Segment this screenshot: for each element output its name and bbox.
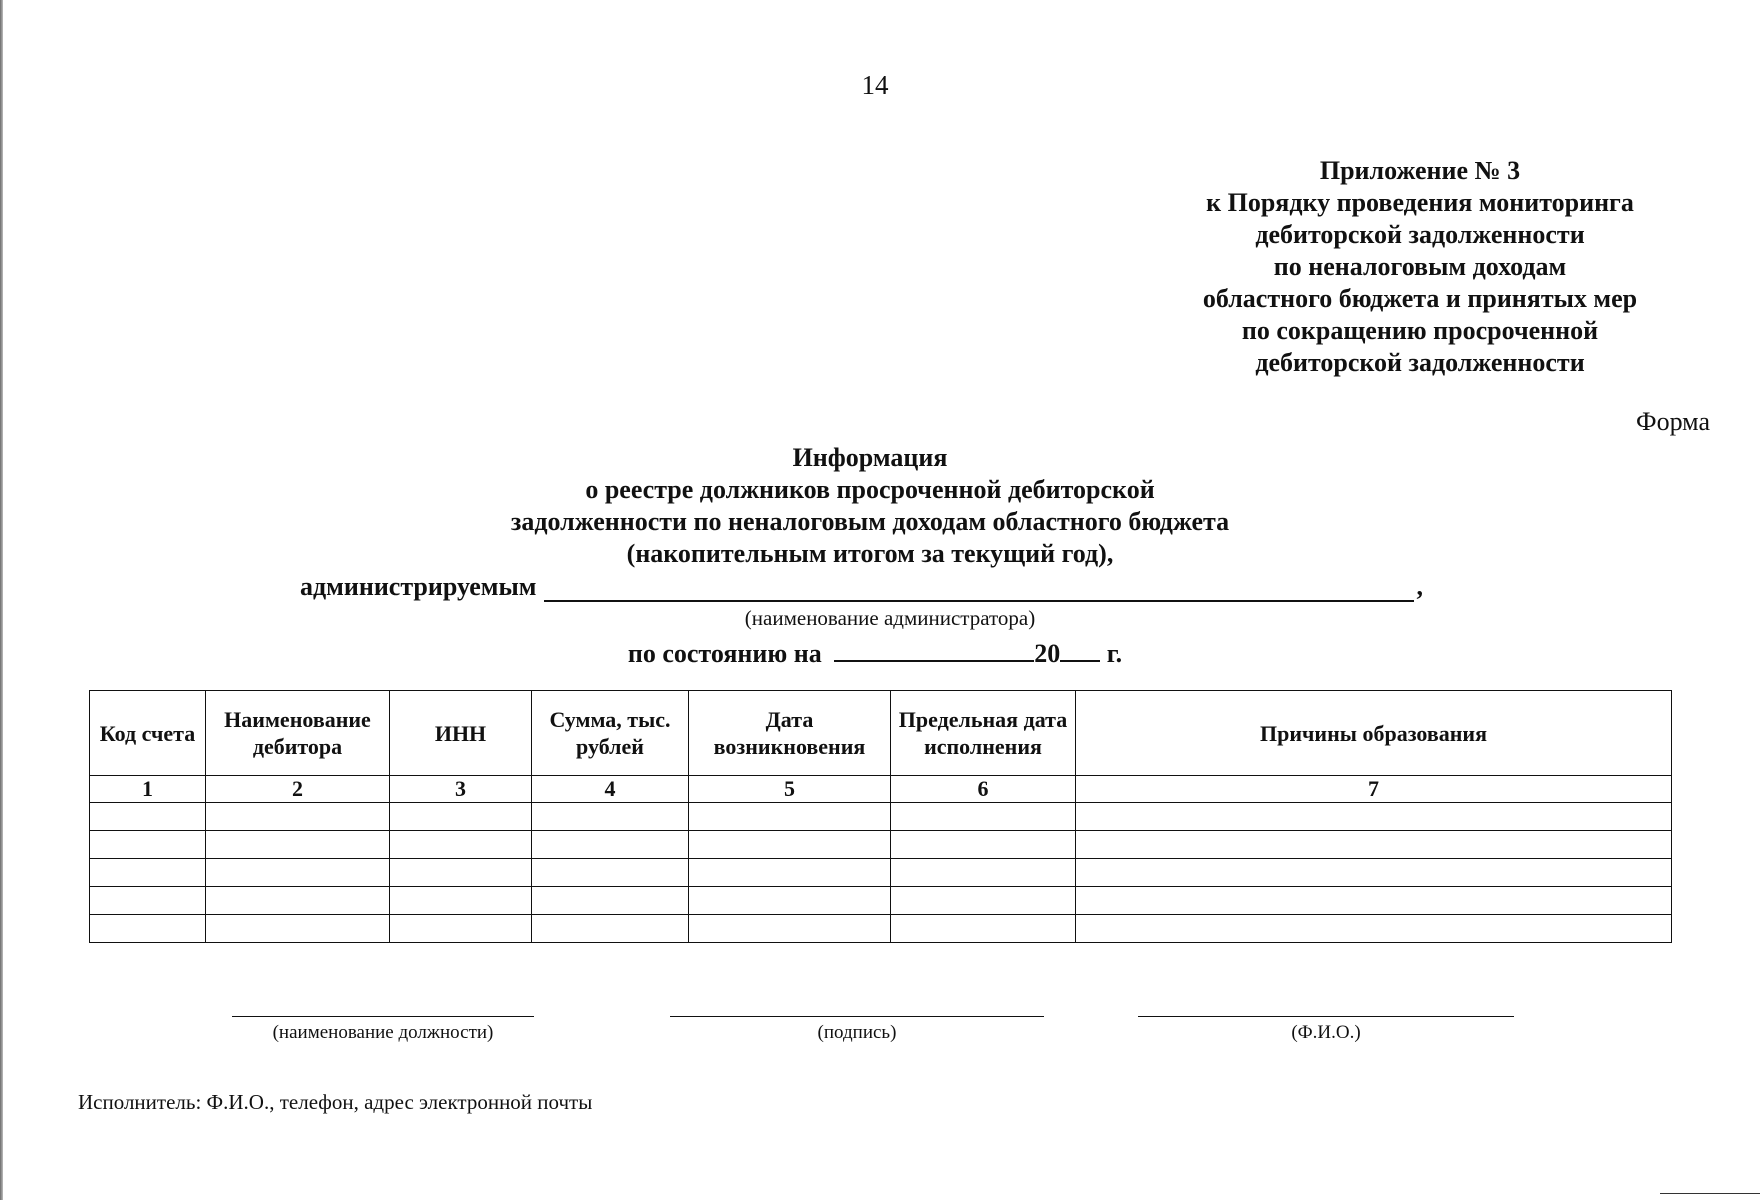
table-cell[interactable] (90, 803, 206, 831)
table-cell[interactable] (1076, 831, 1672, 859)
signature-sign-block (670, 1016, 1044, 1044)
table-row (90, 915, 1672, 943)
table-cell[interactable] (891, 915, 1076, 943)
header-inn: ИНН (390, 691, 532, 776)
table-cell[interactable] (532, 887, 689, 915)
table-row (90, 887, 1672, 915)
column-number: 6 (891, 776, 1076, 803)
table-row (90, 859, 1672, 887)
table-cell[interactable] (532, 915, 689, 943)
form-label: Форма (1636, 407, 1710, 436)
executor-note: Исполнитель: Ф.И.О., телефон, адрес электронной почты (78, 1090, 593, 1114)
table-cell[interactable] (390, 887, 532, 915)
bottom-rule (1660, 1193, 1760, 1194)
table-cell[interactable] (1076, 859, 1672, 887)
position-field[interactable] (232, 1016, 534, 1017)
table-cell[interactable] (206, 859, 390, 887)
scan-edge (0, 0, 3, 1200)
table-cell[interactable] (689, 803, 891, 831)
document-title (330, 442, 1410, 570)
table-cell[interactable] (891, 831, 1076, 859)
table-cell[interactable] (90, 887, 206, 915)
table-cell[interactable] (689, 915, 891, 943)
table-cell[interactable] (90, 831, 206, 859)
signature-field[interactable] (670, 1016, 1044, 1017)
title-line: Информация (792, 443, 948, 472)
date-line (400, 634, 1350, 669)
column-number: 2 (206, 776, 390, 803)
administrator-line (300, 572, 1450, 602)
table-cell[interactable] (891, 803, 1076, 831)
appendix-line: к Порядку проведения мониторинга (1206, 188, 1634, 217)
date-day-month-field[interactable] (834, 634, 1034, 662)
table-cell[interactable] (1076, 803, 1672, 831)
signature-position-block (232, 1016, 534, 1044)
header-due-date: Предельная дата исполнения (891, 691, 1076, 776)
appendix-line: по неналоговым доходам (1273, 252, 1567, 281)
column-number: 4 (532, 776, 689, 803)
signature-caption: (подпись) (817, 1022, 897, 1043)
position-caption: (наименование должности) (272, 1022, 494, 1043)
table-cell[interactable] (206, 803, 390, 831)
table-cell[interactable] (390, 831, 532, 859)
signature-name-block (1138, 1016, 1514, 1044)
name-caption: (Ф.И.О.) (1291, 1022, 1361, 1043)
appendix-header (1120, 155, 1720, 379)
appendix-line: дебиторской задолженности (1255, 348, 1585, 377)
table-cell[interactable] (532, 859, 689, 887)
table-row (90, 803, 1672, 831)
header-account-code: Код счета (90, 691, 206, 776)
administrator-caption: (наименование администратора) (744, 606, 1036, 630)
table-cell[interactable] (206, 831, 390, 859)
column-number: 7 (1076, 776, 1672, 803)
table-cell[interactable] (532, 803, 689, 831)
date-year-prefix: 20 (1034, 639, 1061, 668)
date-suffix: г. (1106, 639, 1123, 668)
appendix-line: Приложение № 3 (1319, 156, 1521, 185)
table-cell[interactable] (891, 859, 1076, 887)
administrator-name-field[interactable] (544, 572, 1414, 602)
column-number: 5 (689, 776, 891, 803)
header-origin-date: Дата возникновения (689, 691, 891, 776)
table-cell[interactable] (90, 859, 206, 887)
appendix-line: областного бюджета и принятых мер (1202, 284, 1638, 313)
table-cell[interactable] (689, 831, 891, 859)
page-number: 14 (861, 70, 889, 100)
administrator-prefix: администрируемым (300, 572, 537, 601)
table-cell[interactable] (689, 859, 891, 887)
date-prefix: по состоянию на (627, 639, 822, 668)
column-number: 1 (90, 776, 206, 803)
column-number-row (90, 776, 1672, 803)
table-cell[interactable] (390, 803, 532, 831)
title-line: задолженности по неналоговым доходам областного бюджета (510, 507, 1230, 536)
column-number: 3 (390, 776, 532, 803)
date-year-field[interactable] (1060, 634, 1100, 662)
table-cell[interactable] (390, 915, 532, 943)
table-row (90, 831, 1672, 859)
table-cell[interactable] (206, 887, 390, 915)
table-cell[interactable] (1076, 915, 1672, 943)
table-cell[interactable] (206, 915, 390, 943)
header-reasons: Причины образования (1076, 691, 1672, 776)
table-cell[interactable] (891, 887, 1076, 915)
table-cell[interactable] (689, 887, 891, 915)
table-cell[interactable] (1076, 887, 1672, 915)
debtor-registry-table (89, 690, 1672, 943)
title-line: о реестре должников просроченной дебиторской (585, 475, 1155, 504)
full-name-field[interactable] (1138, 1016, 1514, 1017)
title-line: (накопительным итогом за текущий год), (626, 539, 1114, 568)
header-debtor-name: Наименование дебитора (206, 691, 390, 776)
appendix-line: дебиторской задолженности (1255, 220, 1585, 249)
administrator-suffix: , (1416, 572, 1423, 601)
appendix-line: по сокращению просроченной (1241, 316, 1599, 345)
table-cell[interactable] (532, 831, 689, 859)
table-cell[interactable] (90, 915, 206, 943)
header-amount: Сумма, тыс. рублей (532, 691, 689, 776)
table-header-row (90, 691, 1672, 776)
table-cell[interactable] (390, 859, 532, 887)
